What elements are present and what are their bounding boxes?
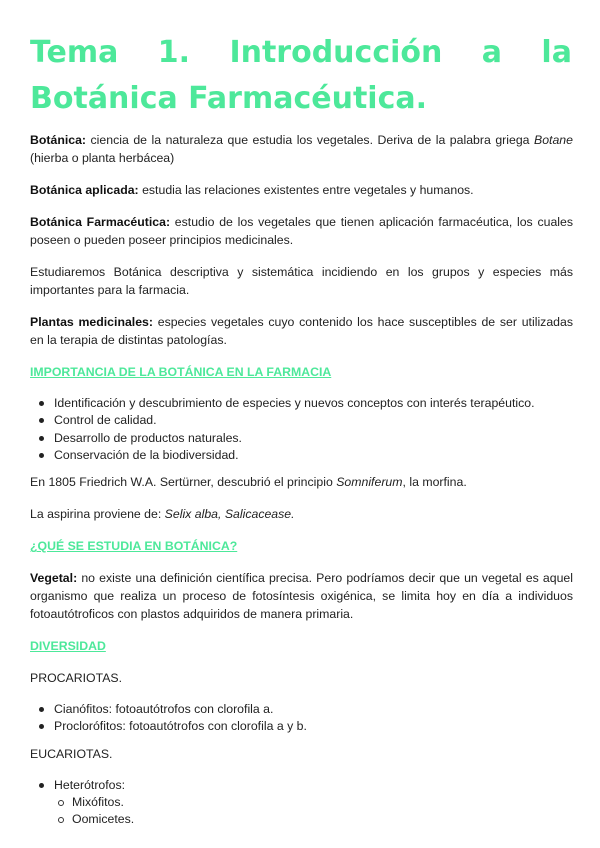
- title-word: la: [541, 35, 572, 70]
- definition-botanica-farmaceutica: Botánica Farmacéutica: estudio de los vegetales que tienen aplicación farmacéutica, los cuales poseen o pueden poseer principios medicinales.: [30, 215, 573, 247]
- paragraph-aspirina: La aspirina proviene de: Selix alba, Salicacease.: [30, 507, 295, 522]
- sublist-item: Mixófitos.: [72, 794, 573, 811]
- section-heading-que-se-estudia: ¿QUÉ SE ESTUDIA EN BOTÁNICA?: [30, 539, 238, 554]
- list-item: Conservación de la biodiversidad.: [54, 447, 573, 464]
- title-line-2: Botánica Farmacéutica.: [30, 81, 427, 116]
- page-title: [30, 30, 572, 122]
- list-item: Control de calidad.: [54, 412, 573, 429]
- document-body: [30, 131, 573, 838]
- list-item: Proclorófitos: fotoautótrofos con clorofila a y b.: [54, 718, 573, 735]
- section-heading-diversidad: DIVERSIDAD: [30, 639, 106, 654]
- label-procariotas: PROCARIOTAS.: [30, 671, 123, 686]
- definition-plantas-medicinales: Plantas medicinales: especies vegetales cuyo contenido los hace susceptibles de ser utilizadas en la terapia de distintas patologías.: [30, 315, 573, 347]
- definition-botanica-aplicada: Botánica aplicada: estudia las relaciones existentes entre vegetales y humanos.: [30, 183, 474, 197]
- section-heading-importancia: IMPORTANCIA DE LA BOTÁNICA EN LA FARMACIA: [30, 365, 332, 379]
- list-item: Desarrollo de productos naturales.: [54, 430, 573, 447]
- heterotrofos-sublist: [54, 794, 573, 829]
- eucariotas-list: [30, 777, 573, 829]
- paragraph-morfina: En 1805 Friedrich W.A. Sertürner, descubrió el principio Somniferum, la morfina.: [30, 475, 467, 490]
- list-item: Heterótrofos: Mixófitos. Oomicetes.: [54, 777, 573, 829]
- definition-vegetal: Vegetal: no existe una definición científica precisa. Pero podríamos decir que un vegetal es aquel organismo que realiza un proceso de fotosíntesis oxigénica, se limita hoy en día a individuos fotoautótroficos con plastos adquiridos de manera primaria.: [30, 571, 573, 622]
- list-item: Identificación y descubrimiento de especies y nuevos conceptos con interés terapéutico.: [54, 395, 573, 412]
- title-word: 1.: [157, 35, 191, 70]
- paragraph-estudiaremos: Estudiaremos Botánica descriptiva y sistemática incidiendo en los grupos y especies más importantes para la farmacia.: [30, 265, 573, 297]
- definition-botanica: Botánica: ciencia de la naturaleza que estudia los vegetales. Deriva de la palabra griega Botane (hierba o planta herbácea): [30, 133, 573, 165]
- title-word: a: [481, 35, 503, 70]
- label-eucariotas: EUCARIOTAS.: [30, 746, 113, 761]
- list-item: Cianófitos: fotoautótrofos con clorofila a.: [54, 701, 573, 718]
- title-line-1: [30, 30, 572, 76]
- sublist-item: Oomicetes.: [72, 811, 573, 828]
- importancia-list: [30, 395, 573, 464]
- title-word: Tema: [30, 35, 119, 70]
- procariotas-list: [30, 701, 573, 736]
- title-word: Introducción: [229, 35, 443, 70]
